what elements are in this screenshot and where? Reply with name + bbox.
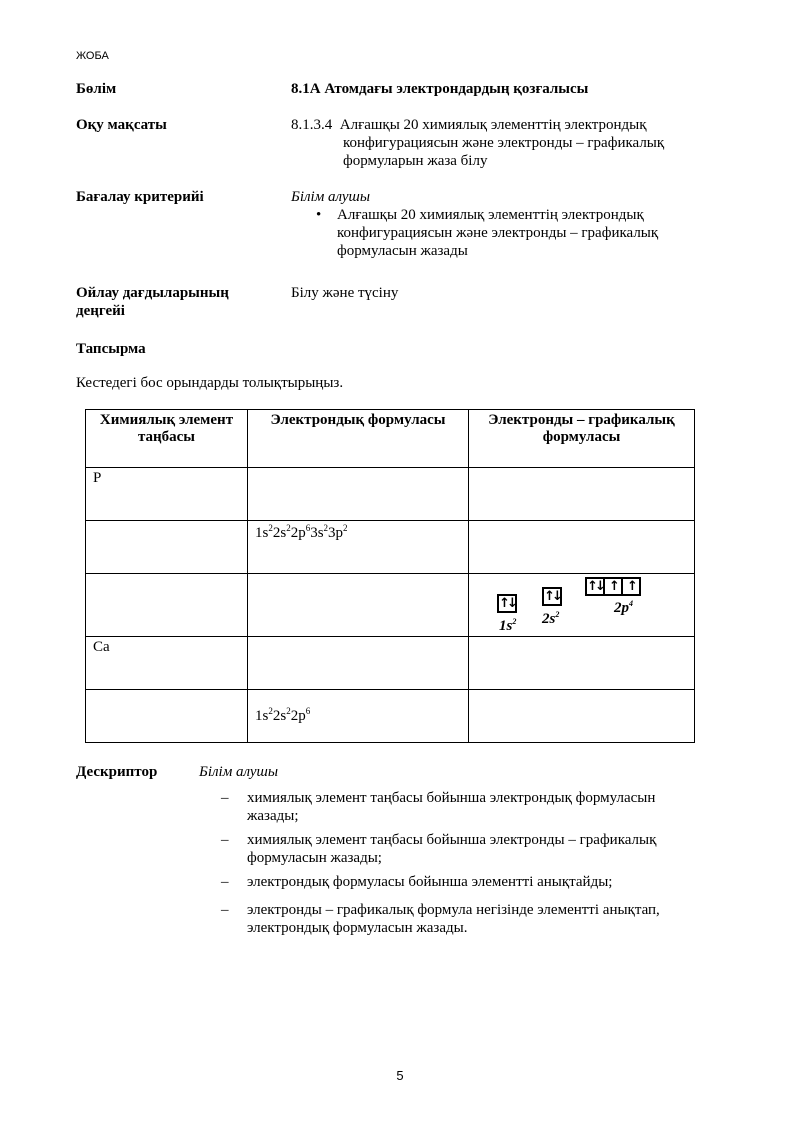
orbital-cell: ↑↓ (542, 587, 562, 606)
criteria-label: Бағалау критерийі (76, 189, 204, 205)
thinking-label: Ойлау дағдыларының деңгейі (76, 285, 229, 319)
task-table (85, 409, 695, 743)
goal-line-3: формуларын жаза білу (343, 153, 488, 169)
page-number: 5 (396, 1068, 404, 1083)
draft-label: ЖОБА (76, 50, 109, 62)
goal-line-1: Алғашқы 20 химиялық элементтің электрондық (339, 117, 647, 133)
descriptor-intro: Білім алушы (199, 764, 279, 780)
descriptor-block (221, 789, 701, 943)
criteria-intro: Білім алушы (291, 189, 371, 205)
cell-graphic (469, 521, 695, 574)
cell-graphic (469, 690, 695, 743)
cell-formula (248, 468, 469, 521)
orbital-1s (497, 594, 515, 613)
goal-label: Оқу мақсаты (76, 117, 167, 133)
goal-value (291, 116, 711, 170)
cell-element (86, 574, 248, 637)
descriptor-item: – химиялық элемент таңбасы бойынша электрондық формуласын жазады; (221, 789, 701, 825)
cell-graphic (469, 574, 695, 637)
header-element: Химиялық элемент таңбасы (86, 410, 248, 468)
goal-code: 8.1.3.4 (291, 117, 333, 133)
orbital-cell: ↑ (621, 577, 641, 596)
orbital-label-2s: $2s^2$ (542, 610, 560, 627)
descriptor-item: – электрондық формуласы бойынша элементті анықтайды; (221, 873, 701, 891)
orbital-cell: ↑↓ (585, 577, 605, 596)
orbital-cell: ↑ (603, 577, 623, 596)
task-title: Тапсырма (76, 341, 146, 357)
section-value: 8.1А Атомдағы электрондардың қозғалысы (291, 81, 589, 97)
task-instruction: Кестедегі бос орындарды толықтырыңыз. (76, 375, 344, 391)
cell-formula: $1s^22s^22p^63s^23p^2$ (248, 521, 469, 574)
header-formula: Электрондық формуласы (248, 410, 469, 468)
table-row (86, 690, 695, 743)
orbital-cell: ↑↓ (497, 594, 517, 613)
section-label: Бөлім (76, 81, 117, 97)
table-row (86, 574, 695, 637)
orbital-label-2p: $2p^4$ (614, 599, 633, 616)
cell-graphic (469, 468, 695, 521)
descriptor-list (221, 789, 701, 937)
cell-element (86, 521, 248, 574)
table-header-row (86, 410, 695, 468)
cell-formula (248, 637, 469, 690)
goal-line-2: конфигурациясын және электронды – графикалық (343, 135, 665, 151)
orbital-diagram (469, 574, 694, 636)
table-row (86, 468, 695, 521)
table-row (86, 637, 695, 690)
descriptor-label: Дескриптор (76, 764, 158, 780)
cell-graphic (469, 637, 695, 690)
table-row (86, 521, 695, 574)
thinking-value: Білу және түсіну (291, 285, 399, 301)
criteria-item: • Алғашқы 20 химиялық элементтің электрондық конфигурациясын және электронды – графикалық формуласын жазады (337, 206, 711, 260)
cell-element: P (86, 468, 248, 521)
criteria-value (291, 188, 711, 260)
orbital-label-1s: $1s^2$ (499, 617, 517, 634)
criteria-list (291, 206, 711, 260)
orbital-2p (585, 577, 639, 596)
cell-formula (248, 574, 469, 637)
header-graphic: Электронды – графикалық формуласы (469, 410, 695, 468)
descriptor-item: – химиялық элемент таңбасы бойынша электронды – графикалық формуласын жазады; (221, 831, 701, 867)
cell-formula: $1s^22s^22p^6$ (248, 690, 469, 743)
cell-element: Ca (86, 637, 248, 690)
cell-element (86, 690, 248, 743)
orbital-2s (542, 587, 560, 606)
descriptor-item: – электронды – графикалық формула негізінде элементті анықтап, электрондық формуласын жазады. (221, 901, 701, 937)
